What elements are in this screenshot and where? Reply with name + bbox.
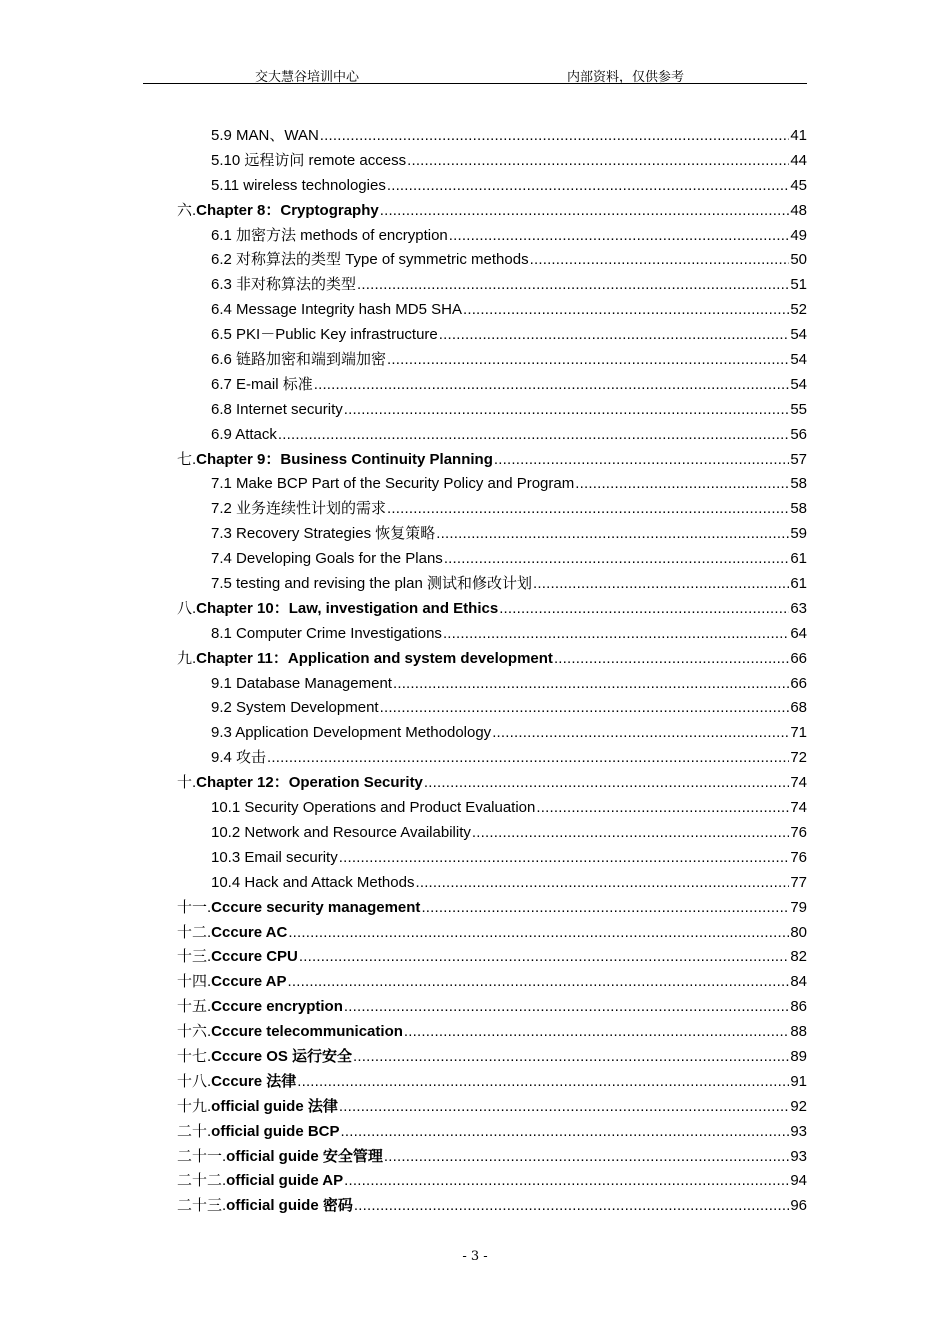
- toc-chapter-entry[interactable]: [177, 199, 807, 224]
- toc-page-number: 41: [790, 127, 807, 144]
- toc-entry-title: [177, 970, 286, 995]
- toc-chapter-entry[interactable]: [177, 1120, 807, 1145]
- toc-page-number: 44: [790, 151, 807, 169]
- toc-entry-label: Chapter 9：Business Continuity Planning: [196, 450, 493, 468]
- toc-entry-title: [177, 921, 287, 946]
- toc-section-entry[interactable]: [211, 174, 807, 199]
- toc-entry-title: 7.1 Make BCP Part of the Security Policy and Program: [211, 475, 575, 493]
- toc-entry-title: 9.1 Database Management: [211, 674, 392, 692]
- toc-chapter-entry[interactable]: [177, 970, 807, 995]
- toc-dot-leader: [341, 1120, 790, 1145]
- toc-section-entry[interactable]: [211, 622, 807, 647]
- toc-page-number: 88: [790, 1023, 807, 1041]
- toc-entry-title: 5.9 MAN、WAN: [211, 127, 319, 144]
- toc-chapter-entry[interactable]: [177, 1095, 807, 1120]
- toc-page-number: 52: [790, 301, 807, 319]
- toc-entry-title: 6.8 Internet security: [211, 400, 343, 418]
- toc-dot-leader: [380, 696, 790, 721]
- toc-entry-label: Cccure AC: [211, 923, 288, 941]
- toc-chapter-entry[interactable]: [177, 597, 807, 622]
- toc-page-number: 96: [790, 1197, 807, 1215]
- toc-entry-label: Cccure security management: [211, 898, 421, 916]
- toc-section-entry[interactable]: [211, 472, 807, 497]
- toc-dot-leader: [407, 149, 789, 174]
- toc-dot-leader: [444, 547, 790, 572]
- toc-entry-number: 十.: [177, 774, 197, 792]
- toc-entry-title: 6.7 E-mail 标准: [211, 375, 313, 393]
- toc-page-number: 91: [790, 1072, 807, 1090]
- toc-dot-leader: [339, 1095, 789, 1120]
- toc-page-number: 55: [790, 400, 807, 418]
- toc-entry-title: 10.1 Security Operations and Product Evaluation: [211, 799, 536, 817]
- toc-page-number: 93: [790, 1122, 807, 1140]
- toc-dot-leader: [354, 1194, 789, 1219]
- toc-dot-leader: [353, 1045, 789, 1070]
- toc-section-entry[interactable]: [211, 423, 807, 448]
- toc-entry-label: official guide AP: [226, 1172, 344, 1190]
- toc-dot-leader: [297, 1070, 789, 1095]
- toc-section-entry[interactable]: [211, 796, 807, 821]
- toc-entry-title: [177, 448, 493, 473]
- toc-entry-title: 6.5 PKI－Public Key infrastructure: [211, 326, 438, 344]
- toc-dot-leader: [278, 423, 789, 448]
- toc-entry-title: [177, 1045, 352, 1070]
- toc-page-number: 66: [790, 674, 807, 692]
- toc-dot-leader: [554, 647, 789, 672]
- toc-entry-number: 二十三.: [177, 1197, 227, 1215]
- toc-dot-leader: [421, 896, 789, 921]
- toc-section-entry[interactable]: [211, 497, 807, 522]
- toc-chapter-entry[interactable]: [177, 995, 807, 1020]
- toc-chapter-entry[interactable]: [177, 1145, 807, 1170]
- toc-dot-leader: [536, 796, 789, 821]
- toc-entry-number: 十六.: [177, 1023, 212, 1041]
- toc-entry-number: 十三.: [177, 948, 212, 966]
- toc-page-number: 59: [790, 525, 807, 543]
- toc-page-number: 76: [790, 848, 807, 866]
- toc-entry-title: 9.2 System Development: [211, 699, 379, 717]
- toc-page-number: 54: [790, 351, 807, 369]
- toc-dot-leader: [288, 921, 789, 946]
- toc-entry-title: 7.4 Developing Goals for the Plans: [211, 550, 443, 568]
- toc-page-number: 74: [790, 799, 807, 817]
- toc-chapter-entry[interactable]: [177, 1020, 807, 1045]
- toc-entry-title: [177, 597, 498, 622]
- toc-entry-number: 七.: [177, 450, 197, 468]
- toc-entry-title: 7.5 testing and revising the plan 测试和修改计划: [211, 575, 532, 593]
- toc-entry-title: 10.4 Hack and Attack Methods: [211, 873, 415, 891]
- toc-entry-title: 10.2 Network and Resource Availability: [211, 823, 471, 841]
- toc-section-entry[interactable]: [211, 398, 807, 423]
- toc-section-entry[interactable]: [211, 298, 807, 323]
- toc-page-number: 64: [790, 624, 807, 642]
- toc-entry-label: official guide 安全管理: [226, 1147, 383, 1165]
- toc-entry-label: official guide BCP: [211, 1122, 340, 1140]
- toc-chapter-entry[interactable]: [177, 1194, 807, 1219]
- toc-entry-number: 六.: [177, 201, 197, 219]
- header-right-text: 内部资料，仅供参考: [567, 70, 685, 85]
- toc-entry-title: 6.4 Message Integrity hash MD5 SHA: [211, 301, 462, 319]
- toc-dot-leader: [357, 273, 789, 298]
- toc-entry-title: 6.6 链路加密和端到端加密: [211, 351, 387, 369]
- toc-page-number: 54: [790, 326, 807, 344]
- toc-dot-leader: [463, 298, 789, 323]
- toc-section-entry[interactable]: [211, 348, 807, 373]
- toc-entry-label: Cccure 法律: [211, 1072, 297, 1090]
- toc-page-number: 93: [790, 1147, 807, 1165]
- toc-entry-title: 5.11 wireless technologies: [211, 176, 386, 194]
- toc-dot-leader: [449, 224, 790, 249]
- toc-entry-label: official guide 密码: [226, 1197, 353, 1215]
- toc-entry-label: Chapter 11：Application and system development: [196, 649, 553, 667]
- toc-page-number: 84: [790, 973, 807, 991]
- toc-page-number: 94: [790, 1172, 807, 1190]
- toc-entry-number: 十八.: [177, 1072, 212, 1090]
- toc-page-number: 74: [790, 774, 807, 792]
- toc-page-number: 66: [790, 649, 807, 667]
- toc-chapter-entry[interactable]: [177, 448, 807, 473]
- toc-entry-label: Chapter 12：Operation Security: [196, 774, 423, 792]
- toc-dot-leader: [320, 124, 790, 149]
- toc-page-number: 58: [790, 475, 807, 493]
- toc-section-entry[interactable]: [211, 696, 807, 721]
- toc-entry-title: 9.4 攻击: [211, 749, 267, 767]
- toc-dot-leader: [575, 472, 789, 497]
- toc-dot-leader: [439, 323, 790, 348]
- toc-dot-leader: [314, 373, 790, 398]
- toc-page-number: 76: [790, 823, 807, 841]
- toc-dot-leader: [339, 846, 790, 871]
- toc-page-number: 72: [790, 749, 807, 767]
- toc-dot-leader: [387, 348, 789, 373]
- toc-section-entry[interactable]: [211, 373, 807, 398]
- toc-page-number: 68: [790, 699, 807, 717]
- toc-section-entry[interactable]: [211, 149, 807, 174]
- toc-entry-title: [177, 995, 343, 1020]
- toc-chapter-entry[interactable]: [177, 771, 807, 796]
- toc-page-number: 63: [790, 599, 807, 617]
- toc-dot-leader: [533, 572, 789, 597]
- table-of-contents: [0, 124, 950, 1219]
- toc-entry-title: 10.3 Email security: [211, 848, 338, 866]
- toc-entry-title: 6.9 Attack: [211, 425, 277, 443]
- toc-section-entry[interactable]: [211, 547, 807, 572]
- toc-section-entry[interactable]: [211, 821, 807, 846]
- toc-entry-title: 9.3 Application Development Methodology: [211, 724, 492, 742]
- toc-entry-number: 十七.: [177, 1047, 212, 1065]
- toc-entry-label: Cccure AP: [211, 973, 287, 991]
- toc-entry-title: 7.3 Recovery Strategies 恢复策略: [211, 525, 436, 543]
- toc-page-number: 89: [790, 1047, 807, 1065]
- toc-page-number: 48: [790, 201, 807, 219]
- toc-entry-title: [177, 1020, 403, 1045]
- toc-section-entry[interactable]: [211, 323, 807, 348]
- toc-dot-leader: [344, 1169, 789, 1194]
- toc-section-entry[interactable]: [211, 672, 807, 697]
- toc-chapter-entry[interactable]: [177, 1169, 807, 1194]
- toc-dot-leader: [344, 398, 790, 423]
- toc-dot-leader: [492, 721, 789, 746]
- toc-dot-leader: [415, 871, 789, 896]
- toc-page-number: 56: [790, 425, 807, 443]
- toc-entry-title: 7.2 业务连续性计划的需求: [211, 500, 387, 518]
- toc-page-number: 77: [790, 873, 807, 891]
- toc-entry-title: [177, 1095, 338, 1120]
- toc-dot-leader: [472, 821, 789, 846]
- toc-entry-title: [177, 1145, 383, 1170]
- toc-entry-title: [177, 1169, 343, 1194]
- toc-entry-label: Cccure OS 运行安全: [211, 1047, 353, 1065]
- toc-dot-leader: [404, 1020, 789, 1045]
- toc-entry-label: Cccure telecommunication: [211, 1023, 403, 1041]
- toc-chapter-entry[interactable]: [177, 1070, 807, 1095]
- toc-page-number: 50: [790, 251, 807, 269]
- toc-page-number: 71: [790, 724, 807, 742]
- toc-section-entry[interactable]: [211, 124, 807, 149]
- toc-section-entry[interactable]: [211, 248, 807, 273]
- toc-entry-number: 十五.: [177, 998, 212, 1016]
- toc-section-entry[interactable]: [211, 721, 807, 746]
- toc-section-entry[interactable]: [211, 871, 807, 896]
- toc-entry-title: [177, 647, 553, 672]
- toc-dot-leader: [387, 174, 789, 199]
- toc-page-number: 45: [790, 176, 807, 194]
- toc-entry-label: Cccure encryption: [211, 998, 343, 1016]
- page-number: - 3 -: [462, 1249, 488, 1264]
- toc-chapter-entry[interactable]: [177, 1045, 807, 1070]
- toc-section-entry[interactable]: [211, 273, 807, 298]
- toc-entry-number: 九.: [177, 649, 197, 667]
- toc-page-number: 51: [790, 276, 807, 294]
- toc-dot-leader: [499, 597, 789, 622]
- toc-entry-label: Cccure CPU: [211, 948, 298, 966]
- toc-chapter-entry[interactable]: [177, 945, 807, 970]
- toc-dot-leader: [380, 199, 790, 224]
- toc-dot-leader: [384, 1145, 789, 1170]
- toc-page-number: 57: [790, 450, 807, 468]
- toc-entry-number: 八.: [177, 599, 197, 617]
- toc-entry-title: [177, 1070, 296, 1095]
- toc-page-number: 86: [790, 998, 807, 1016]
- toc-page-number: 80: [790, 923, 807, 941]
- toc-entry-number: 十四.: [177, 973, 212, 991]
- toc-dot-leader: [436, 522, 789, 547]
- toc-page-number: 79: [790, 898, 807, 916]
- header-left-text: 交大慧谷培训中心: [255, 70, 360, 85]
- toc-dot-leader: [344, 995, 789, 1020]
- toc-entry-label: Chapter 10：Law, investigation and Ethics: [196, 599, 499, 617]
- toc-dot-leader: [267, 746, 789, 771]
- toc-entry-title: [177, 1194, 353, 1219]
- toc-dot-leader: [424, 771, 789, 796]
- toc-chapter-entry[interactable]: [177, 647, 807, 672]
- toc-section-entry[interactable]: [211, 224, 807, 249]
- toc-section-entry[interactable]: [211, 522, 807, 547]
- toc-dot-leader: [443, 622, 789, 647]
- toc-dot-leader: [393, 672, 789, 697]
- toc-entry-label: Chapter 8：Cryptography: [196, 201, 379, 219]
- toc-dot-leader: [530, 248, 790, 273]
- toc-section-entry[interactable]: [211, 846, 807, 871]
- toc-dot-leader: [299, 945, 789, 970]
- toc-entry-number: 十一.: [177, 898, 212, 916]
- toc-entry-label: official guide 法律: [211, 1097, 338, 1115]
- toc-entry-title: 5.10 远程访问 remote access: [211, 151, 407, 169]
- toc-entry-title: [177, 1120, 340, 1145]
- toc-entry-number: 二十一.: [177, 1147, 227, 1165]
- toc-entry-title: [177, 896, 420, 921]
- toc-entry-title: [177, 771, 423, 796]
- toc-entry-title: [177, 945, 298, 970]
- toc-section-entry[interactable]: [211, 572, 807, 597]
- toc-entry-title: 8.1 Computer Crime Investigations: [211, 624, 442, 642]
- toc-entry-number: 十九.: [177, 1097, 212, 1115]
- toc-entry-number: 二十.: [177, 1122, 212, 1140]
- toc-page-number: 61: [790, 550, 807, 568]
- toc-page-number: 92: [790, 1097, 807, 1115]
- toc-page-number: 54: [790, 375, 807, 393]
- toc-entry-number: 二十二.: [177, 1172, 227, 1190]
- toc-page-number: 58: [790, 500, 807, 518]
- toc-page-number: 82: [790, 948, 807, 966]
- toc-section-entry[interactable]: [211, 746, 807, 771]
- toc-entry-title: [177, 199, 379, 224]
- toc-page-number: 49: [790, 226, 807, 244]
- toc-chapter-entry[interactable]: [177, 921, 807, 946]
- toc-entry-number: 十二.: [177, 923, 212, 941]
- toc-page-number: 61: [790, 575, 807, 593]
- toc-entry-title: 6.3 非对称算法的类型: [211, 276, 357, 294]
- toc-chapter-entry[interactable]: [177, 896, 807, 921]
- page-header: [143, 62, 807, 84]
- toc-dot-leader: [387, 497, 789, 522]
- toc-dot-leader: [287, 970, 789, 995]
- toc-dot-leader: [494, 448, 789, 473]
- toc-entry-title: 6.2 对称算法的类型 Type of symmetric methods: [211, 251, 529, 269]
- toc-entry-title: 6.1 加密方法 methods of encryption: [211, 226, 448, 244]
